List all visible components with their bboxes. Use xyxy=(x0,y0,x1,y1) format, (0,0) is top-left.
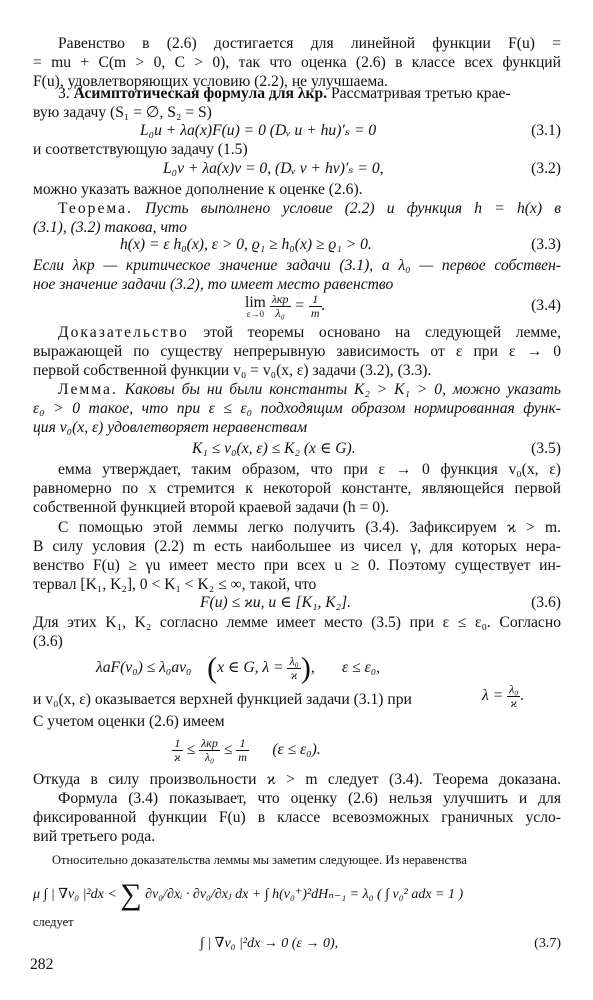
fraction xyxy=(287,655,300,682)
denominator: m xyxy=(238,749,247,764)
proof-line xyxy=(58,323,561,342)
lemma-label: Лемма. xyxy=(58,381,118,398)
unnumbered-equation: λaF(v₀) ≤ λ₀av₀ (x ∈ G, λ = $\frac{\text{λ₀}}{ϰ}$ ), ε ≤ ε₀, xyxy=(96,651,381,685)
text-line: венство F(u) ≥ γu имеет место при всех u ≥ 0. Поэтому существует ин- xyxy=(33,557,561,574)
fraction xyxy=(199,737,220,764)
denominator: λ₀ xyxy=(275,306,285,320)
text-line: F(u), удовлетворяющих условию (2.2), не улучшаема. xyxy=(33,73,388,90)
page-number: 282 xyxy=(30,956,54,973)
equation-number: (3.3) xyxy=(531,236,561,253)
text-line: равномерно по x стремится к некоторой константе, являющейся первой xyxy=(33,480,561,497)
text-line: С учетом оценки (2.6) имеем xyxy=(33,713,225,730)
text-line: вий третьего рода. xyxy=(33,828,156,845)
equation-3-6: F(u) ≤ ϰu, u ∈ [K₁, K₂]. xyxy=(200,594,352,611)
denominator: ϰ xyxy=(174,749,181,764)
lim-subscript: ε→0 xyxy=(246,308,265,319)
equation-number: (3.5) xyxy=(531,440,561,457)
text-line: емма утверждает, таким образом, что при ε → 0 функция v₀(x, ε) xyxy=(58,461,561,478)
lim-operator: lim xyxy=(245,293,266,311)
theorem-line xyxy=(58,199,561,218)
text-fragment: Пусть выполнено условие (2.2) и функция h = h(x) в xyxy=(145,200,561,217)
equation-number: (3.4) xyxy=(531,297,561,314)
integral-part: ∂v₀/∂xᵢ · ∂v₀/∂xⱼ dx + xyxy=(145,887,262,902)
numerator: λ₀ xyxy=(509,681,519,696)
text-line: ε₀ > 0 такое, что при ε ≤ ε₀ подходящим образом нормированная функ- xyxy=(33,400,561,417)
text-line: С помощью этой леммы легко получить (3.4). Зафиксируем ϰ > m. xyxy=(58,519,561,536)
paren-open: ( xyxy=(207,651,218,685)
text-line: выражающей по существу непрерывную зависимость от ε при ε → 0 xyxy=(33,343,561,360)
text-line: (3.1), (3.2) такова, что xyxy=(33,219,187,236)
equation-3-3: h(x) = ε h₀(x), ε > 0, ϱ₁ ≥ h₀(x) ≥ ϱ₁ > 0. xyxy=(120,236,372,253)
fraction xyxy=(309,293,322,320)
equation-3-4: lim ε→0 $\frac{\text{λкр}}{\text{λ₀}}$ = $\frac{1}{m}$ . xyxy=(245,292,326,320)
fraction xyxy=(270,293,291,320)
text-line: Если λкр — критическое значение задачи (3.1), а λ₀ — первое собствен- xyxy=(33,257,561,274)
fraction xyxy=(236,737,249,764)
text-line: В силу условия (2.2) m есть наибольшее из чисел γ, для которых нера- xyxy=(33,538,561,555)
equation-number: (3.2) xyxy=(531,160,561,177)
inequality-left: λaF(v₀) ≤ λ₀av₀ xyxy=(96,659,192,676)
proof-label: Доказательство xyxy=(58,324,189,341)
integral-part: ∫ h(v₀⁺)²dHₙ₋₁ = λ₀ ( ∫ v₀² adx = 1 ) xyxy=(264,887,464,902)
fraction xyxy=(507,683,520,710)
inline-equation: λ = $\frac{\text{λ₀}}{ϰ}$ . xyxy=(482,681,525,710)
sum-sign: ∑ xyxy=(120,877,142,911)
condition: (ε ≤ ε₀). xyxy=(272,741,321,758)
estimate-equation: $\frac{1}{ϰ}$ ≤ $\frac{\text{λкр}}{\text{λ₀}}$ ≤ $\frac{1}{m}$ (ε ≤ ε₀). xyxy=(174,735,321,764)
text-line: тервал [K₁, K₂], 0 < K₁ < K₂ ≤ ∞, такой, что xyxy=(33,576,317,593)
section-number: 3. xyxy=(58,85,70,102)
denominator: ϰ xyxy=(510,695,518,710)
text-line: Откуда в силу произвольности ϰ > m следует (3.4). Теорема доказана. xyxy=(33,771,561,788)
text-line: можно указать важное дополнение к оценке (2.6). xyxy=(33,181,363,198)
text-fragment: этой теоремы основано на следующей лемме, xyxy=(203,324,561,341)
equation-number: (3.7) xyxy=(534,936,561,951)
inequality-right: ε ≤ ε₀, xyxy=(342,659,381,676)
equation-3-5: K₁ ≤ v₀(x, ε) ≤ K₂ (x ∈ G). xyxy=(192,440,356,457)
text-line: собственной функцией второй краевой задачи (h = 0). xyxy=(33,499,390,516)
denominator: m xyxy=(310,306,320,320)
lambda-eq: λ = xyxy=(482,687,504,704)
text-line: и v₀(x, ε) оказывается верхней функцией задачи (3.1) при xyxy=(33,691,412,708)
paren-close: ) xyxy=(300,651,311,685)
text-line: ное значение задачи (3.2), то имеет место равенство xyxy=(33,276,394,293)
text-line: и соответствующую задачу (1.5) xyxy=(33,141,248,158)
numerator: λ₀ xyxy=(289,653,299,668)
equation-3-1: L₀u + λa(x)F(u) = 0 (Dᵥ u + hu)′ₛ = 0 xyxy=(140,122,377,139)
text-line: первой собственной функции v₀ = v₀(x, ε) задачи (3.2), (3.3). xyxy=(33,362,432,379)
lemma-line xyxy=(58,380,561,399)
text-line: вую задачу (S₁ = ∅, S₂ = S) xyxy=(33,104,212,121)
text-line: ция v₀(x, ε) удовлетворяет неравенствам xyxy=(33,419,308,436)
text-line: Равенство в (2.6) достигается для линейной функции F(u) = xyxy=(58,35,561,52)
small-text-line: следует xyxy=(33,915,74,929)
text-line: фиксированной функции F(u) в классе всевозможных граничных усло- xyxy=(33,809,561,826)
text-line: (3.6) xyxy=(33,633,63,650)
denominator: ϰ xyxy=(290,667,298,682)
numerator: λкр xyxy=(271,292,289,306)
text-fragment: Каковы бы ни были константы K₂ > K₁ > 0, можно указать xyxy=(124,381,561,398)
condition: x ∈ G, λ = xyxy=(217,659,284,676)
equation-3-7: ∫ | ∇v₀ |²dx → 0 (ε → 0), xyxy=(200,936,339,951)
numerator: 1 xyxy=(309,293,322,307)
section-heading-line xyxy=(58,84,561,103)
fraction xyxy=(172,737,183,764)
integral-part: μ ∫ | ∇v₀ |²dx < xyxy=(33,887,117,902)
text-line: = mu + C(m > 0, C > 0), так что оценка (2.6) в классе всех функций xyxy=(33,54,561,71)
numerator: λкр xyxy=(201,735,218,750)
numerator: 1 xyxy=(236,737,249,751)
text-line: Формула (3.4) показывает, что оценку (2.6) нельзя улучшить и для xyxy=(58,790,561,807)
theorem-label: Теорема. xyxy=(58,200,133,217)
equation-number: (3.1) xyxy=(531,122,561,139)
text-fragment: Рассматривая третью крае- xyxy=(330,85,511,102)
equation-number: (3.6) xyxy=(531,594,561,611)
small-text-line: Относительно доказательства леммы мы заметим следующее. Из неравенства xyxy=(52,853,467,867)
section-title: Асимптотическая формула для λкр. xyxy=(73,85,328,102)
text-line: Для этих K₁, K₂ согласно лемме имеет место (3.5) при ε ≤ ε₀. Согласно xyxy=(33,614,561,631)
denominator: λ₀ xyxy=(204,749,215,764)
numerator: 1 xyxy=(172,737,183,751)
integral-inequality xyxy=(33,876,463,914)
equation-3-2: L₀v + λa(x)v = 0, (Dᵥ v + hv)′ₛ = 0, xyxy=(163,160,384,177)
equals-sign: = xyxy=(294,297,305,315)
